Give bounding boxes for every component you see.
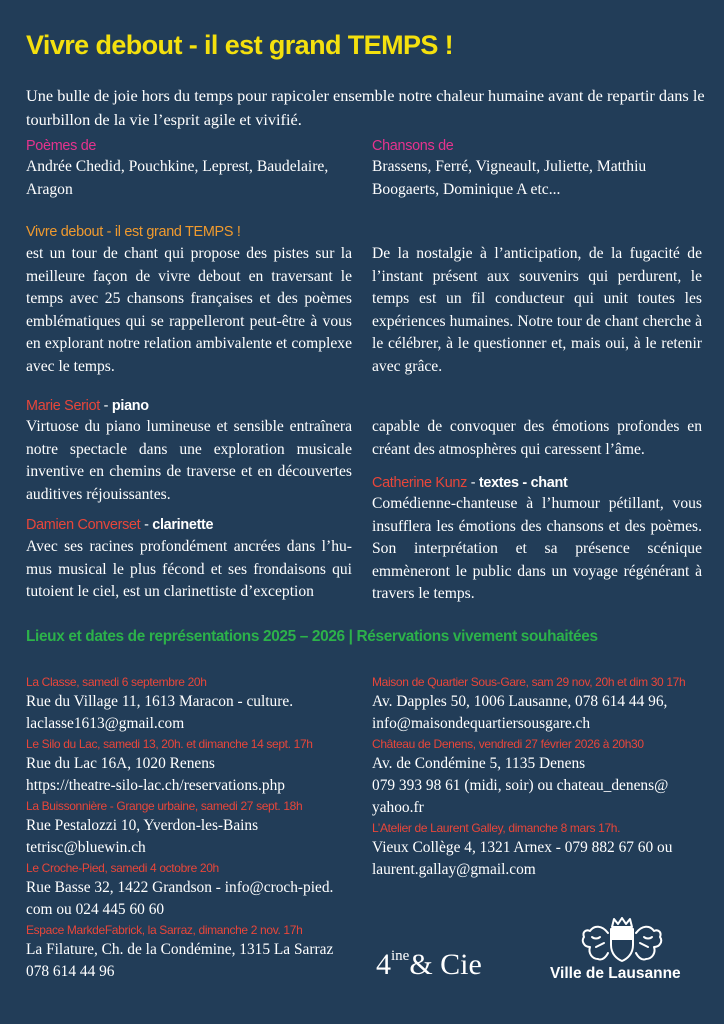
- artist-name: Marie Seriot: [26, 398, 100, 414]
- venues-right: [372, 673, 712, 881]
- artist-heading-catherine: [372, 473, 567, 493]
- venue-line: com ou 024 445 60 60: [26, 901, 165, 918]
- artist-name: Damien Converset: [26, 517, 141, 533]
- artist-name: Catherine Kunz: [372, 475, 467, 491]
- artist-role: textes - chant: [478, 475, 568, 491]
- venue-line: https://theatre-silo-lac.ch/reservations.php: [26, 777, 285, 794]
- lausanne-coat-of-arms-icon: [578, 917, 666, 965]
- venue-name: Château de Denens, vendredi 27 février 2026 à 20h30: [372, 737, 644, 751]
- venue-line: 079 393 98 61 (midi, soir) ou chateau_denens@: [372, 777, 669, 794]
- artist-heading-marie: [26, 396, 149, 416]
- venue-line: tetrisc@bluewin.ch: [26, 839, 146, 856]
- poems-label: Poèmes de: [26, 138, 97, 154]
- venue-block: [26, 735, 366, 797]
- artist-bio-damien-continued: capable de convoquer des émotions profondes en créant des atmosphères qui caressent l’âme.: [372, 418, 702, 458]
- concept-label: Vivre debout - il est grand TEMPS !: [26, 224, 241, 240]
- artist-role: clarinette: [152, 517, 214, 533]
- venue-name: Maison de Quartier Sous-Gare, sam 29 nov, 20h et dim 30 17h: [372, 675, 686, 689]
- venue-line: Rue du Village 11, 1613 Maracon - culture.: [26, 693, 294, 710]
- artist-heading-damien: [26, 515, 213, 535]
- venue-line: Vieux Collège 4, 1321 Arnex - 079 882 67 60 ou: [372, 839, 673, 856]
- venue-line: Rue du Lac 16A, 1020 Renens: [26, 755, 215, 772]
- venue-line: Rue Pestalozzi 10, Yverdon-les-Bains: [26, 817, 259, 834]
- venue-block: [26, 921, 366, 983]
- dates-heading: Lieux et dates de représentations 2025 – 2026 | Réservations vivement souhaitées: [26, 628, 598, 645]
- artist-separator: -: [467, 475, 479, 491]
- venue-block: [372, 673, 712, 735]
- venue-name: L’Atelier de Laurent Galley, dimanche 8 mars 17h.: [372, 821, 621, 835]
- venue-line: yahoo.fr: [372, 799, 424, 816]
- venue-line: Av. Dapples 50, 1006 Lausanne, 078 614 44 96,: [372, 693, 668, 710]
- venue-block: [26, 673, 366, 735]
- venue-block: [372, 735, 712, 819]
- songs-label: Chansons de: [372, 138, 454, 154]
- artist-bio-catherine: Comédienne-chanteuse à l’humour pétillant, vous insufflera les émotions des chansons et des poèmes. Son interprétation et sa présence scénique emmèneront le public dans un voyage régénérant à travers le temps.: [372, 495, 702, 603]
- venue-name: Espace MarkdeFabrick, la Sarraz, dimanche 2 nov. 17h: [26, 923, 303, 937]
- artist-separator: -: [99, 398, 112, 414]
- artist-separator: -: [140, 517, 153, 533]
- artist-bio-damien: Avec ses racines profondément ancrées dans l’humus musical le plus fécond et ses frondaisons qui tutoient le ciel, est un clarinettiste d’exception: [26, 538, 352, 601]
- venue-line: 078 614 44 96: [26, 963, 115, 980]
- venue-line: laurent.gallay@gmail.com: [372, 861, 536, 878]
- concept-text-right: De la nostalgie à l’anticipation, de la fugacité de l’instant présent aux souvenirs qui perdurent, le temps est un fil conducteur qui unit toutes les expériences humaines. Notre tour de chant cherche à le célébrer, à le questionner et, mais oui, à le retenir avec grâce.: [372, 245, 702, 375]
- venue-line: La Filature, Ch. de la Condémine, 1315 La Sarraz: [26, 941, 334, 958]
- venue-line: Rue Basse 32, 1422 Grandson - info@croch-pied.: [26, 879, 334, 896]
- venue-line: laclasse1613@gmail.com: [26, 715, 185, 732]
- venue-line: info@maisondequartiersousgare.ch: [372, 715, 591, 732]
- venues-left: [26, 673, 366, 983]
- concept-text-left: est un tour de chant qui propose des pistes sur la meilleure façon de vivre debout en traversant le temps avec 25 chansons françaises et des poèmes emblématiques qui se rappelleront peut-être à vous en explorant notre relation ambivalente et complexe avec le temps.: [26, 245, 352, 375]
- company-logo-text: & Cie: [409, 948, 482, 981]
- company-logo-number: 4: [376, 948, 391, 981]
- venue-line: Av. de Condémine 5, 1135 Denens: [372, 755, 586, 772]
- venue-block: [26, 797, 366, 859]
- artist-bio-marie: Virtuose du piano lumineuse et sensible entraînera notre spectacle dans une exploration musicale inventive en chemins de traverse et en découvertes auditives réjouissantes.: [26, 418, 352, 503]
- intro-text: Une bulle de joie hors du temps pour rapicoler ensemble notre chaleur humaine avant de repartir dans le tourbillon de la vie l’esprit agile et vivifié.: [26, 86, 705, 129]
- venue-name: Le Silo du Lac, samedi 13, 20h. et dimanche 14 sept. 17h: [26, 737, 313, 751]
- city-logo-text: Ville de Lausanne: [550, 965, 681, 982]
- venue-block: [26, 859, 366, 921]
- venue-name: Le Croche-Pied, samedi 4 octobre 20h: [26, 861, 219, 875]
- songs-authors: Brassens, Ferré, Vigneault, Juliette, Matthiu Boogaerts, Dominique A etc...: [372, 158, 647, 198]
- artist-role: piano: [111, 398, 149, 414]
- poems-authors: Andrée Chedid, Pouchkine, Leprest, Baudelaire, Aragon: [26, 158, 329, 198]
- company-logo-superscript: ine: [391, 948, 410, 964]
- company-logo: [376, 948, 482, 982]
- venue-block: [372, 819, 712, 881]
- venue-name: La Classe, samedi 6 septembre 20h: [26, 675, 207, 689]
- venue-name: La Buissonnière - Grange urbaine, samedi 27 sept. 18h: [26, 799, 303, 813]
- page-title: Vivre debout - il est grand TEMPS !: [26, 30, 454, 60]
